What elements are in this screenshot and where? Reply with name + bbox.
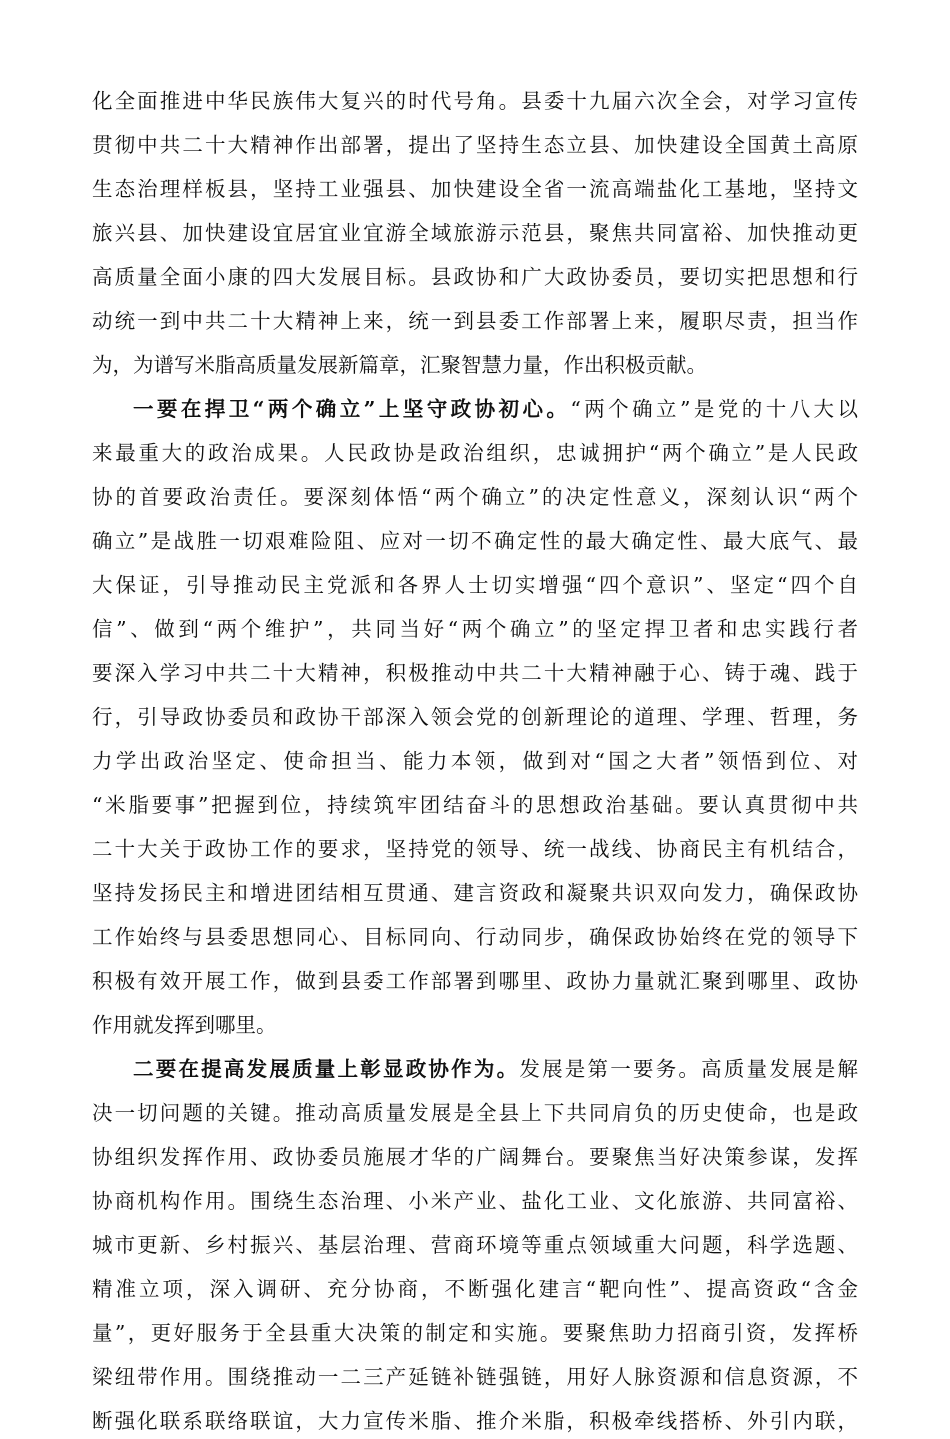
paragraph-2-line-3: 协的首要政治责任。要深刻体悟“两个确立”的决定性意义，深刻认识“两个	[92, 485, 858, 509]
paragraph-2-line-7: 要深入学习中共二十大精神，积极推动中共二十大精神融于心、铸于魂、践于	[92, 661, 858, 685]
paragraph-2-line-15: 作用就发挥到哪里。	[92, 1013, 277, 1037]
paragraph-2-line-5: 大保证，引导推动民主党派和各界人士切实增强“四个意识”、坚定“四个自	[92, 573, 858, 597]
paragraph-2-heading: 一要在捍卫“两个确立”上坚守政协初心。	[133, 397, 571, 421]
paragraph-1-line-1: 化全面推进中华民族伟大复兴的时代号角。县委十九届六次全会，对学习宣传	[92, 89, 858, 113]
paragraph-2-line-8: 行，引导政协委员和政协干部深入领会党的创新理论的道理、学理、哲理，务	[92, 705, 858, 729]
paragraph-2-line-12: 坚持发扬民主和增进团结相互贯通、建言资政和凝聚共识双向发力，确保政协	[92, 881, 858, 905]
paragraph-3-line-3: 协组织发挥作用、政协委员施展才华的广阔舞台。要聚焦当好决策参谋，发挥	[92, 1145, 858, 1169]
paragraph-1-line-6: 动统一到中共二十大精神上来，统一到县委工作部署上来，履职尽责，担当作	[92, 309, 858, 333]
paragraph-2-line-11: 二十大关于政协工作的要求，坚持党的领导、统一战线、协商民主有机结合，	[92, 837, 858, 861]
paragraph-2-line-4: 确立”是战胜一切艰难险阻、应对一切不确定性的最大确定性、最大底气、最	[92, 529, 858, 553]
paragraph-2-line-6: 信”、做到“两个维护”，共同当好“两个确立”的坚定捍卫者和忠实践行者	[92, 617, 858, 641]
paragraph-1-line-3: 生态治理样板县，坚持工业强县、加快建设全省一流高端盐化工基地，坚持文	[92, 177, 858, 201]
paragraph-2-first-line	[92, 391, 858, 427]
paragraph-3-first-line	[92, 1051, 858, 1087]
paragraph-2-line-2: 来最重大的政治成果。人民政协是政治组织，忠诚拥护“两个确立”是人民政	[92, 441, 858, 465]
paragraph-1-line-4: 旅兴县、加快建设宜居宜业宜游全域旅游示范县，聚焦共同富裕、加快推动更	[92, 221, 858, 245]
paragraph-3-line-9: 断强化联系联络联谊，大力宣传米脂、推介米脂，积极牵线搭桥、外引内联，	[92, 1409, 858, 1433]
paragraph-3-line-4: 协商机构作用。围绕生态治理、小米产业、盐化工业、文化旅游、共同富裕、	[92, 1189, 858, 1213]
paragraph-2-line-14: 积极有效开展工作，做到县委工作部署到哪里、政协力量就汇聚到哪里、政协	[92, 969, 858, 993]
paragraph-1-line-7: 为，为谱写米脂高质量发展新篇章，汇聚智慧力量，作出积极贡献。	[92, 353, 707, 377]
paragraph-2-line-10: “米脂要事”把握到位，持续筑牢团结奋斗的思想政治基础。要认真贯彻中共	[92, 793, 858, 817]
paragraph-1-line-2: 贯彻中共二十大精神作出部署，提出了坚持生态立县、加快建设全国黄土高原	[92, 133, 858, 157]
paragraph-3-line-6: 精准立项，深入调研、充分协商，不断强化建言“靶向性”、提高资政“含金	[92, 1277, 858, 1301]
paragraph-2-first-line-rest: “两个确立”是党的十八大以	[570, 397, 858, 421]
paragraph-1-line-5: 高质量全面小康的四大发展目标。县政协和广大政协委员，要切实把思想和行	[92, 265, 858, 289]
paragraph-3-line-8: 梁纽带作用。围绕推动一二三产延链补链强链，用好人脉资源和信息资源，不	[92, 1365, 858, 1389]
paragraph-3-line-7: 量”，更好服务于全县重大决策的制定和实施。要聚焦助力招商引资，发挥桥	[92, 1321, 858, 1345]
paragraph-2-line-9: 力学出政治坚定、使命担当、能力本领，做到对“国之大者”领悟到位、对	[92, 749, 858, 773]
paragraph-3-heading: 二要在提高发展质量上彰显政协作为。	[133, 1057, 520, 1081]
paragraph-3-line-5: 城市更新、乡村振兴、基层治理、营商环境等重点领域重大问题，科学选题、	[92, 1233, 858, 1257]
paragraph-3-line-2: 决一切问题的关键。推动高质量发展是全县上下共同肩负的历史使命，也是政	[92, 1101, 858, 1125]
paragraph-2-line-13: 工作始终与县委思想同心、目标同向、行动同步，确保政协始终在党的领导下	[92, 925, 858, 949]
paragraph-3-first-line-rest: 发展是第一要务。高质量发展是解	[519, 1057, 859, 1081]
